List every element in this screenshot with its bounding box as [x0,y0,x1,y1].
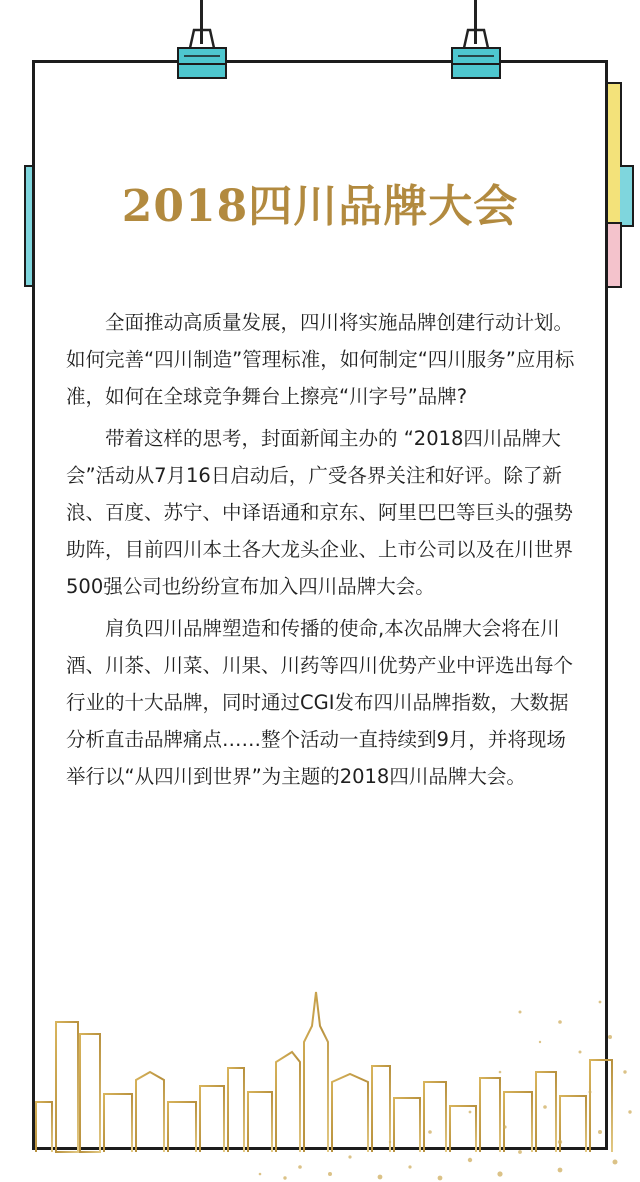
paragraph: 肩负四川品牌塑造和传播的使命,本次品牌大会将在川酒、川茶、川菜、川果、川药等四川优势产业中评选出每个行业的十大品牌，同时通过CGI发布四川品牌指数，大数据分析直击品牌痛点……整个活动一直持续到9月，并将现场举行以“从四川到世界”为主题的2018四川品牌大会。 [66,617,574,788]
city-skyline-illustration [0,982,640,1182]
paragraph: 带着这样的思考，封面新闻主办的 “2018四川品牌大会”活动从7月16日启动后，广受各界关注和好评。除了新浪、百度、苏宁、中译语通和京东、阿里巴巴等巨头的强势助阵，目前四川本土各大龙头企业、上市公司以及在川世界500强公司也纷纷宣布加入四川品牌大会。 [66,427,574,598]
paragraph: 全面推动高质量发展，四川将实施品牌创建行动计划。 如何完善“四川制造”管理标准，如何制定“四川服务”应用标准，如何在全球竞争舞台上擦亮“川字号”品牌? [66,311,575,408]
page-title: 2018四川品牌大会 [121,181,519,232]
article-body [66,304,576,800]
clip-icon [176,28,228,82]
clip-icon [450,28,502,82]
